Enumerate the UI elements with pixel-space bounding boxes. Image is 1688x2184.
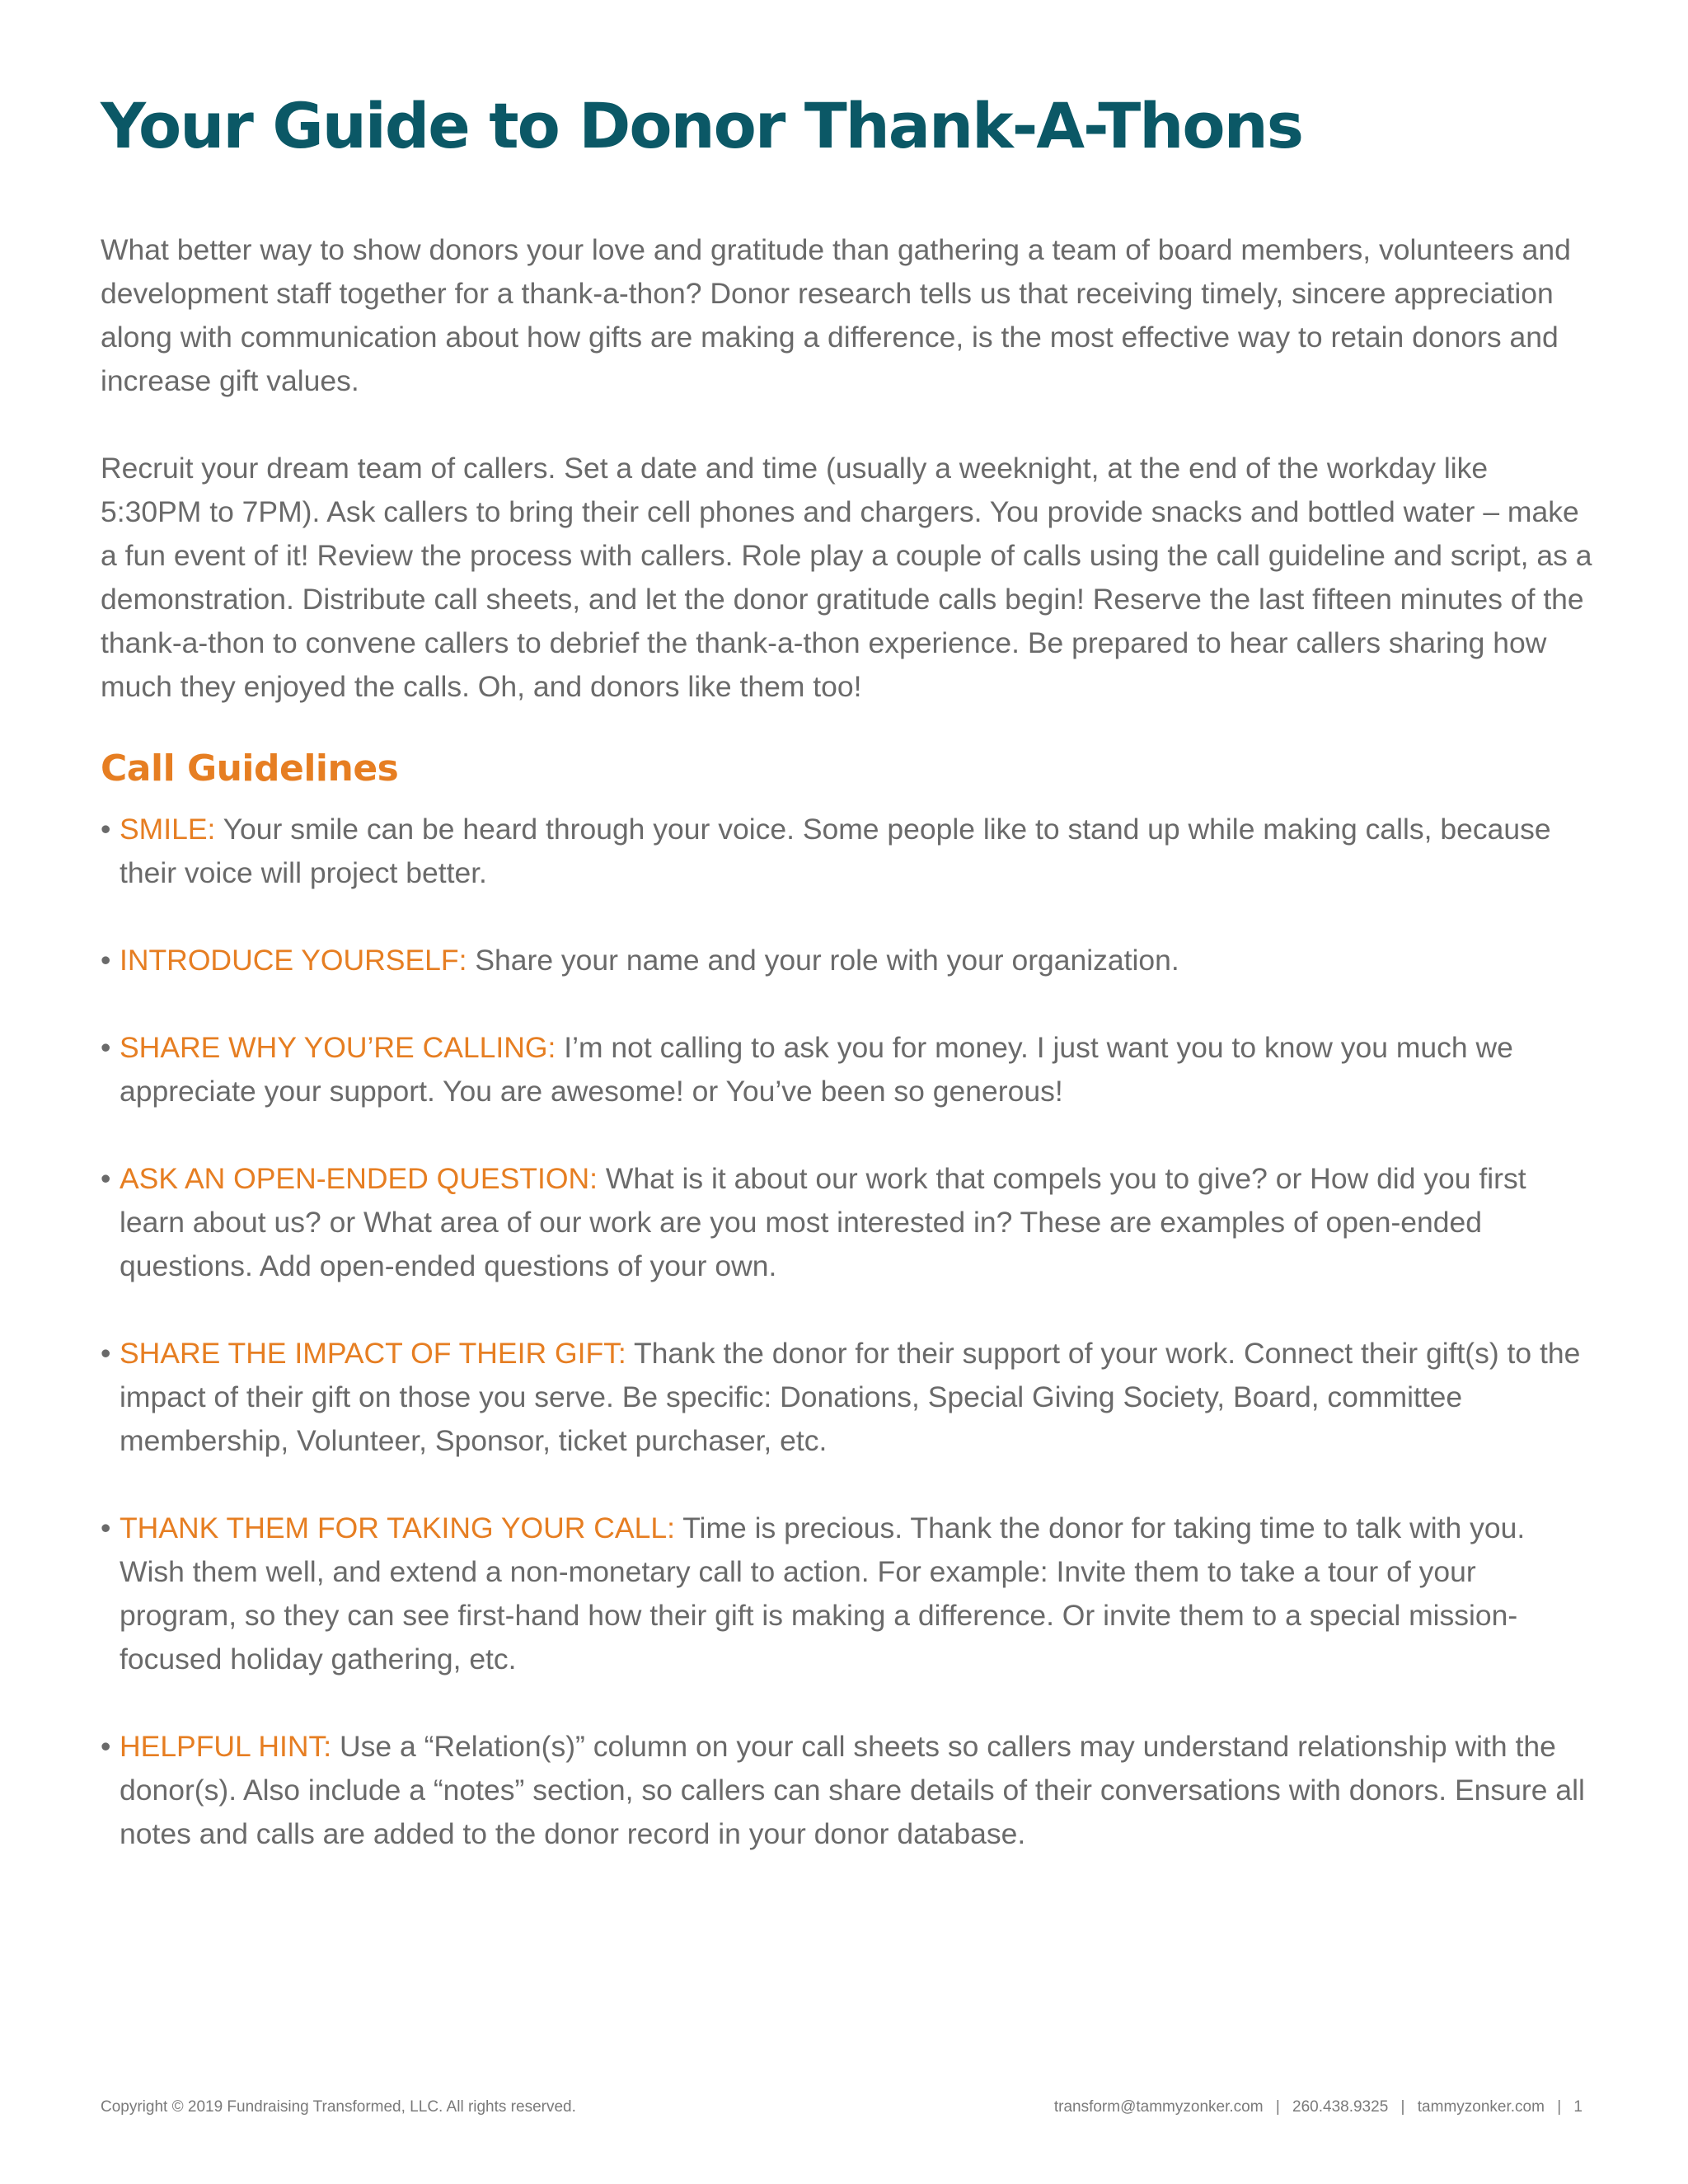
footer-phone: 260.438.9325 [1292, 2098, 1389, 2116]
bullet-icon: • [101, 944, 111, 977]
guideline-item [101, 808, 1592, 895]
footer-copyright: Copyright © 2019 Fundraising Transformed, LLC. All rights reserved. [101, 2098, 576, 2116]
guideline-label: SHARE THE IMPACT OF THEIR GIFT: [120, 1337, 634, 1370]
guideline-text: Use a “Relation(s)” column on your call sheets so callers may understand relationship with the donor(s). Also include a “notes” section, so callers can share details of their conversations with donors. Ensure all notes and calls are added to the donor record in your donor database. [120, 1730, 1585, 1850]
bullet-icon: • [101, 1031, 111, 1064]
intro-paragraph: Recruit your dream team of callers. Set a date and time (usually a weeknight, at the end of the workday like 5:30PM to 7PM). Ask callers to bring their cell phones and chargers. You provide snacks and bottled water – make a fun event of it! Review the process with callers. Role play a couple of calls using the call guideline and script, as a demonstration. Distribute call sheets, and let the donor gratitude calls begin! Reserve the last fifteen minutes of the thank-a-thon to convene callers to debrief the thank-a-thon experience. Be prepared to hear callers sharing how much they enjoyed the calls. Oh, and donors like them too! [101, 452, 1592, 703]
footer-separator: | [1557, 2098, 1562, 2116]
guideline-label: HELPFUL HINT: [120, 1730, 340, 1763]
guideline-text: Share your name and your role with your organization. [475, 944, 1179, 977]
footer-separator: | [1400, 2098, 1405, 2116]
guideline-label: SMILE: [120, 813, 223, 846]
document-page [101, 0, 1592, 2184]
bullet-icon: • [101, 1337, 111, 1370]
guideline-label: INTRODUCE YOURSELF: [120, 944, 476, 977]
bullet-icon: • [101, 1511, 111, 1544]
intro-paragraph: What better way to show donors your love and gratitude than gathering a team of board members, volunteers and development staff together for a thank-a-thon? Donor research tells us that receiving timely, sincere appreciation along with communication about how gifts are making a difference, is the most effective way to retain donors and increase gift values. [101, 233, 1571, 397]
guideline-item [101, 1332, 1592, 1463]
bullet-icon: • [101, 1730, 111, 1763]
guideline-text: Thank the donor for their support of your work. Connect their gift(s) to the impact of their gift on those you serve. Be specific: Donations, Special Giving Society, Board, committee membership, Volunteer, Sponsor, ticket purchaser, etc. [120, 1337, 1581, 1457]
page-title: Your Guide to Donor Thank-A-Thons [101, 89, 1302, 162]
bullet-icon: • [101, 1162, 111, 1195]
guideline-label: ASK AN OPEN-ENDED QUESTION: [120, 1162, 606, 1195]
guideline-item [101, 1026, 1592, 1113]
guideline-text: What is it about our work that compels you to give? or How did you first learn about us? or What area of our work are you most interested in? These are examples of open-ended questions. Add open-ended questions of your own. [120, 1162, 1526, 1282]
footer-separator: | [1275, 2098, 1280, 2116]
guideline-text: Your smile can be heard through your voice. Some people like to stand up while making calls, because their voice will project better. [120, 813, 1551, 889]
guideline-label: SHARE WHY YOU’RE CALLING: [120, 1031, 565, 1064]
footer-page-number: 1 [1573, 2098, 1582, 2116]
guideline-text: I’m not calling to ask you for money. I just want you to know you much we appreciate your support. You are awesome! or You’ve been so generous! [120, 1031, 1513, 1108]
guideline-item [101, 939, 1592, 982]
guideline-item [101, 1157, 1592, 1288]
section-title: Call Guidelines [101, 748, 399, 790]
bullet-icon: • [101, 813, 111, 846]
guidelines-list [101, 808, 1592, 1900]
guideline-item [101, 1507, 1592, 1681]
guideline-item [101, 1725, 1592, 1856]
footer-email[interactable]: transform@tammyzonker.com [1053, 2098, 1264, 2116]
guideline-label: THANK THEM FOR TAKING YOUR CALL: [120, 1511, 683, 1544]
footer-contact [1054, 2098, 1582, 2116]
guideline-text: Time is precious. Thank the donor for taking time to talk with you. Wish them well, and extend a non-monetary call to action. For example: Invite them to take a tour of your program, so they can see first-hand how their gift is making a difference. Or invite them to a special mission-focused holiday gathering, etc. [120, 1511, 1526, 1675]
footer-website[interactable]: tammyzonker.com [1417, 2098, 1545, 2116]
